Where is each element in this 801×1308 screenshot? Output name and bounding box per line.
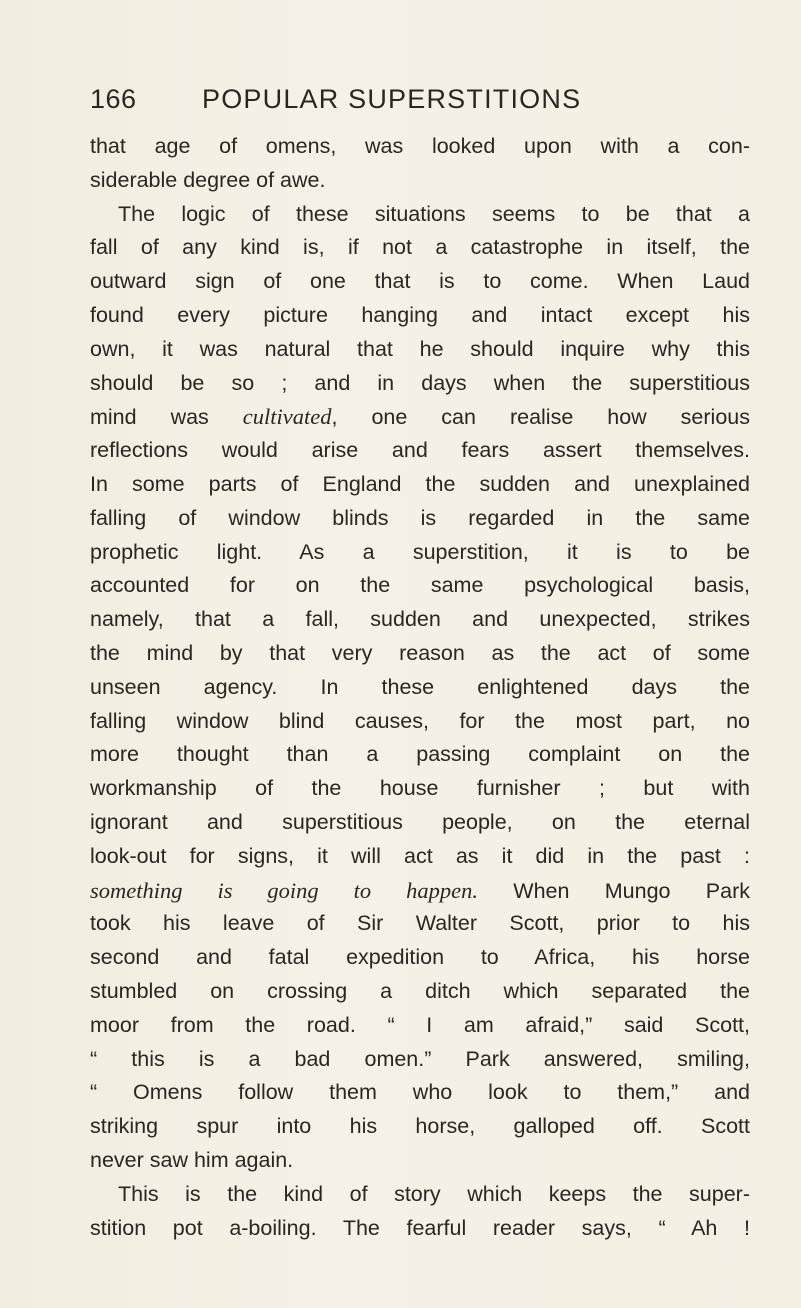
paragraph-start-line: This is the kind of story which keeps the super- (118, 1181, 750, 1206)
text-line: found every picture hanging and intact except his (90, 302, 750, 327)
text-line: the mind by that very reason as the act of some (90, 640, 750, 665)
text-line: outward sign of one that is to come. When Laud (90, 269, 750, 294)
italic-text: something is going to happen. (90, 877, 478, 903)
text-line: ignorant and superstitious people, on the eternal (90, 809, 750, 834)
text-run: mind was (90, 405, 243, 430)
text-run: When Mungo Park (477, 878, 750, 903)
text-line: workmanship of the house furnisher ; but with (90, 776, 750, 801)
page-number: 166 (90, 84, 137, 114)
text-line: more thought than a passing complaint on the (90, 742, 750, 767)
text-line: reflections would arise and fears assert themselves. (90, 438, 750, 463)
running-title: POPULAR SUPERSTITIONS (202, 84, 582, 114)
text-line: falling window blind causes, for the most part, no (90, 708, 750, 733)
text-line: stumbled on crossing a ditch which separated the (90, 978, 750, 1003)
text-line: striking spur into his horse, galloped off. Scott (90, 1114, 750, 1139)
italic-text: cultivated (242, 404, 332, 430)
text-line: that age of omens, was looked upon with a con- (90, 134, 750, 158)
paragraph-start-line: The logic of these situations seems to be that a (118, 201, 750, 226)
text-line: own, it was natural that he should inquire why this (90, 336, 750, 361)
text-line: fall of any kind is, if not a catastrophe in itself, the (90, 235, 750, 260)
page-header (90, 84, 750, 124)
text-line: siderable degree of awe. (90, 167, 326, 192)
text-line: should be so ; and in days when the superstitious (90, 370, 750, 395)
text-line: stition pot a-boiling. The fearful reader says, “ Ah ! (90, 1215, 750, 1240)
text-line: prophetic light. As a superstition, it is to be (90, 539, 750, 564)
text-line: falling of window blinds is regarded in the same (90, 505, 750, 530)
text-line: In some parts of England the sudden and unexplained (90, 471, 750, 496)
text-line: look-out for signs, it will act as it did in the past : (90, 843, 750, 868)
text-line: never saw him again. (90, 1147, 294, 1172)
text-line (90, 400, 750, 434)
text-line: “ Omens follow them who look to them,” and (90, 1080, 750, 1105)
text-line: namely, that a fall, sudden and unexpected, strikes (90, 607, 750, 632)
text-line: moor from the road. “ I am afraid,” said Scott, (90, 1012, 750, 1037)
text-line: “ this is a bad omen.” Park answered, smiling, (90, 1046, 750, 1071)
text-line: accounted for on the same psychological basis, (90, 573, 750, 598)
text-run: , one can realise how serious (331, 405, 750, 430)
text-line: unseen agency. In these enlightened days the (90, 674, 750, 699)
text-line: second and fatal expedition to Africa, his horse (90, 945, 750, 970)
text-line: took his leave of Sir Walter Scott, prior to his (90, 911, 750, 936)
text-line (90, 874, 750, 908)
body-text (90, 130, 750, 1245)
